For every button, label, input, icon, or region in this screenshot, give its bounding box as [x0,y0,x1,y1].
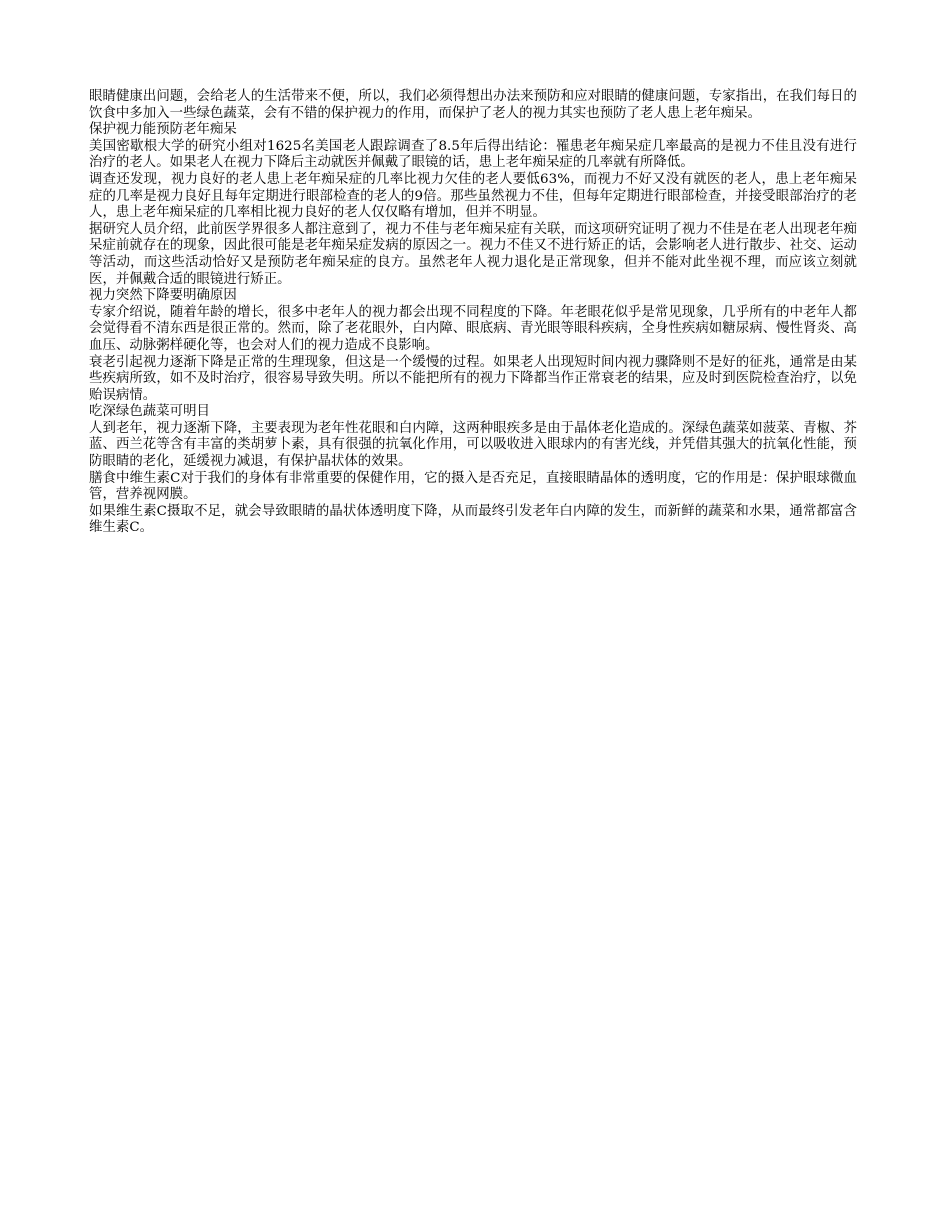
section-heading-3: 吃深绿色蔬菜可明目 [89,404,210,420]
section-heading-2: 视力突然下降要明确原因 [89,288,237,304]
document-body [89,89,857,537]
section-1-paragraph-3: 据研究人员介绍，此前医学界很多人都注意到了，视力不佳与老年痴呆症有关联，而这项研究证明了视力不佳是在老人出现老年痴呆症前就存在的现象，因此很可能是老年痴呆症发病的原因之一。视力不佳又不进行矫正的话，会影响老人进行散步、社交、运动等活动，而这些活动恰好又是预防老年痴呆症的良方。虽然老年人视力退化是正常现象，但并不能对此坐视不理，而应该立刻就医，并佩戴合适的眼镜进行矫正。 [89,221,857,287]
section-3-paragraph-2: 膳食中维生素C对于我们的身体有非常重要的保健作用，它的摄入是否充足，直接眼睛晶体的透明度，它的作用是：保护眼球微血管，营养视网膜。 [89,470,857,503]
section-2-paragraph-1: 专家介绍说，随着年龄的增长，很多中老年人的视力都会出现不同程度的下降。年老眼花似乎是常见现象，几乎所有的中老年人都会觉得看不清东西是很正常的。然而，除了老花眼外，白内障、眼底病、青光眼等眼科疾病，全身性疾病如糖尿病、慢性肾炎、高血压、动脉粥样硬化等，也会对人们的视力造成不良影响。 [89,304,857,353]
section-heading-1: 保护视力能预防老年痴呆 [89,122,237,138]
section-1-paragraph-2: 调查还发现，视力良好的老人患上老年痴呆症的几率比视力欠佳的老人要低63%，而视力不好又没有就医的老人，患上老年痴呆症的几率是视力良好且每年定期进行眼部检查的老人的9倍。那些虽然视力不佳，但每年定期进行眼部检查，并接受眼部治疗的老人，患上老年痴呆症的几率相比视力良好的老人仅仅略有增加，但并不明显。 [89,171,857,221]
section-3-paragraph-1: 人到老年，视力逐渐下降，主要表现为老年性花眼和白内障，这两种眼疾多是由于晶体老化造成的。深绿色蔬菜如菠菜、青椒、芥蓝、西兰花等含有丰富的类胡萝卜素，具有很强的抗氧化作用，可以吸收进入眼球内的有害光线，并凭借其强大的抗氧化性能，预防眼睛的老化，延缓视力减退，有保护晶状体的效果。 [89,420,857,470]
section-1-paragraph-1: 美国密歇根大学的研究小组对1625名美国老人跟踪调查了8.5年后得出结论：罹患老年痴呆症几率最高的是视力不佳且没有进行治疗的老人。如果老人在视力下降后主动就医并佩戴了眼镜的话，患上老年痴呆症的几率就有所降低。 [89,138,857,171]
intro-paragraph: 眼睛健康出问题，会给老人的生活带来不便，所以，我们必须得想出办法来预防和应对眼睛的健康问题，专家指出，在我们每日的饮食中多加入一些绿色蔬菜，会有不错的保护视力的作用，而保护了老人的视力其实也预防了老人患上老年痴呆。 [89,89,857,121]
section-3-paragraph-3: 如果维生素C摄取不足，就会导致眼睛的晶状体透明度下降，从而最终引发老年白内障的发生，而新鲜的蔬菜和水果，通常都富含维生素C。 [89,503,857,536]
section-2-paragraph-2: 衰老引起视力逐渐下降是正常的生理现象，但这是一个缓慢的过程。如果老人出现短时间内视力骤降则不是好的征兆，通常是由某些疾病所致，如不及时治疗，很容易导致失明。所以不能把所有的视力下降都当作正常衰老的结果，应及时到医院检查治疗，以免贻误病情。 [89,354,857,403]
